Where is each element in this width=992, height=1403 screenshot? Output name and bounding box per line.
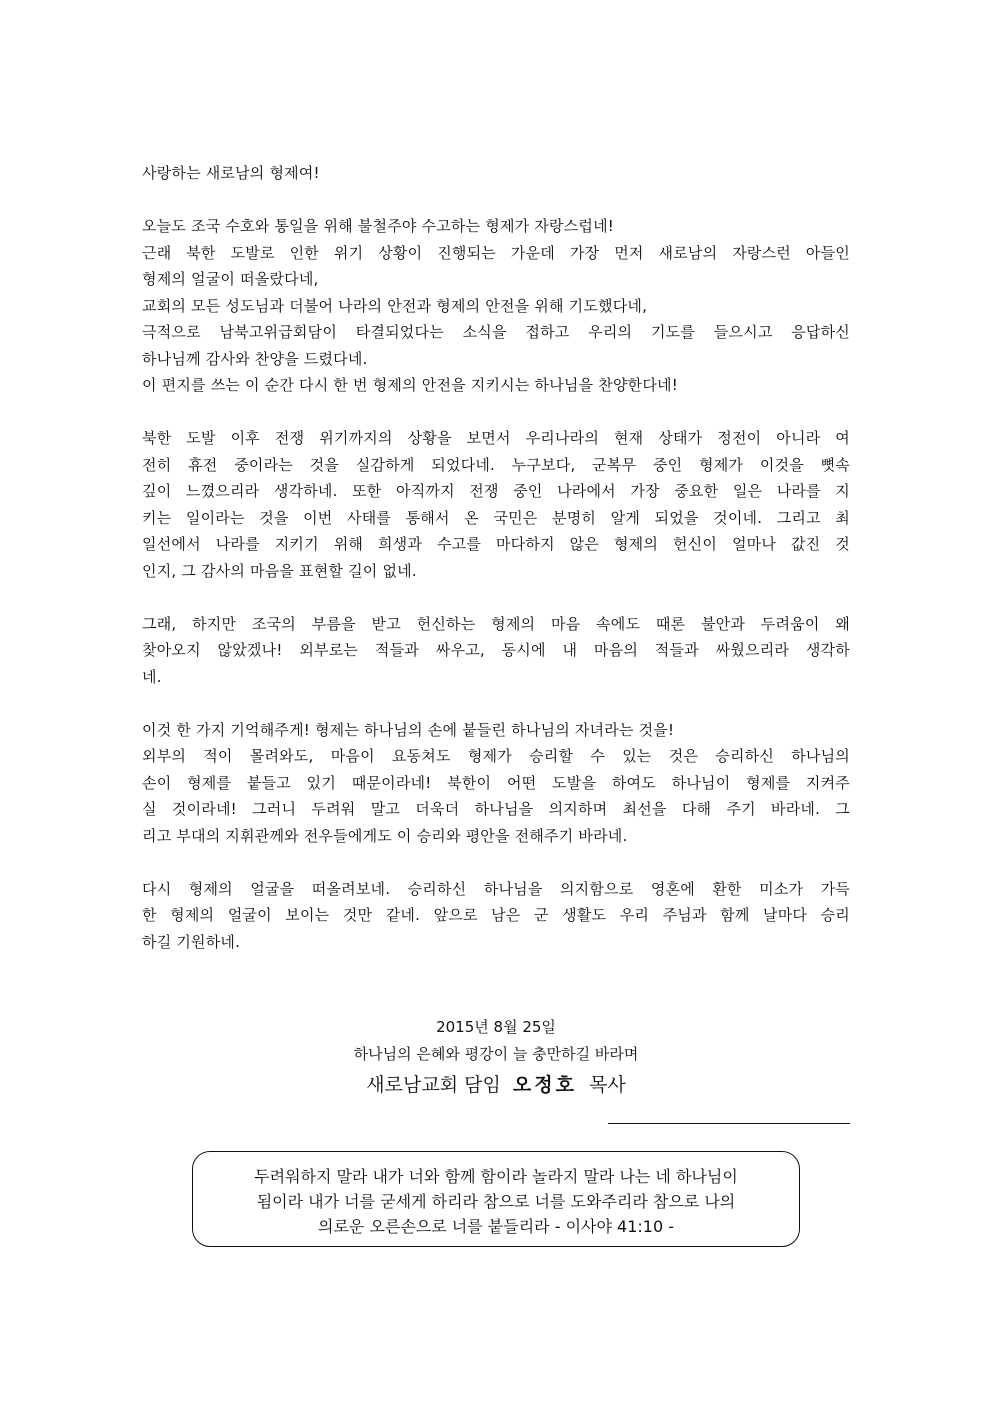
signature (0, 1070, 992, 1097)
paragraph-4 (142, 717, 850, 850)
signature-name: 오정호 (512, 1074, 577, 1096)
verse-line: 두려워하지 말라 내가 너와 함께 함이라 놀라지 말라 나는 네 하나님이 (254, 1167, 738, 1186)
paragraph-line: 이것 한 가지 기억해주게! 형제는 하나님의 손에 붙들린 하나님의 자녀라는 것을! (142, 720, 675, 739)
paragraph-5 (142, 876, 850, 956)
paragraph-line: 형제의 얼굴이 떠올랐다네, (142, 270, 319, 288)
paragraph-line: 실 것이라네! 그러니 두려워 말고 더욱더 하나님을 의지하며 최선을 다해 주기 바라네. 그 (142, 800, 850, 818)
paragraph-line: 이 편지를 쓰는 이 순간 다시 한 번 형제의 안전을 지키시는 하나님을 찬양한다네! (142, 376, 678, 394)
paragraph-gap (142, 849, 850, 876)
letter-date: 2015년 8월 25일 (436, 1018, 556, 1036)
paragraph-line: 극적으로 남북고위급회담이 타결되었다는 소식을 접하고 우리의 기도를 들으시고 응답하신 (142, 323, 850, 341)
paragraph-line: 하길 기원하네. (142, 932, 241, 951)
verse-line: 됨이라 내가 너를 굳세게 하리라 참으로 너를 도와주리라 참으로 나의 (256, 1192, 736, 1211)
paragraph-2 (142, 425, 850, 584)
paragraph-line: 한 형제의 얼굴이 보이는 것만 같네. 앞으로 남은 군 생활도 우리 주님과 함께 날마다 승리 (142, 906, 850, 924)
paragraph-gap (142, 584, 850, 611)
signature-church: 새로남교회 담임 (366, 1074, 501, 1096)
paragraph-line: 북한 도발 이후 전쟁 위기까지의 상황을 보면서 우리나라의 현재 상태가 정전이 아니라 여 (142, 429, 850, 447)
paragraph-3 (142, 611, 850, 691)
signature-title: 목사 (588, 1074, 626, 1096)
paragraph-line: 다시 형제의 얼굴을 떠올려보네. 승리하신 하나님을 의지함으로 영혼에 환한 미소가 가득 (142, 879, 850, 898)
paragraph-line: 인지, 그 감사의 마음을 표현할 길이 없네. (142, 561, 417, 580)
paragraph-line: 키는 일이라는 것을 이번 사태를 통해서 온 국민은 분명히 알게 되었을 것이네. 그리고 최 (142, 508, 850, 527)
paragraph-gap (142, 690, 850, 717)
paragraph-line: 깊이 느꼈으리라 생각하네. 또한 아직까지 전쟁 중인 나라에서 가장 중요한 일은 나라를 지 (142, 482, 850, 500)
paragraph-line: 찾아오지 않았겠나! 외부로는 적들과 싸우고, 동시에 내 마음의 적들과 싸웠으리라 생각하 (142, 641, 850, 659)
paragraph-line: 네. (142, 667, 162, 686)
paragraph-line: 오늘도 조국 수호와 통일을 위해 불철주야 수고하는 형제가 자랑스럽네! (142, 217, 614, 235)
closing-wish: 하나님의 은혜와 평강이 늘 충만하길 바라며 (353, 1045, 639, 1063)
paragraph-line: 그래, 하지만 조국의 부름을 받고 헌신하는 형제의 마음 속에도 때론 불안과 두려움이 왜 (142, 614, 850, 633)
paragraph-line: 손이 형제를 붙들고 있기 때문이라네! 북한이 어떤 도발을 하여도 하나님이 형제를 지켜주 (142, 773, 850, 792)
paragraph-line: 근래 북한 도발로 인한 위기 상황이 진행되는 가운데 가장 먼저 새로남의 자랑스런 아들인 (142, 243, 850, 262)
paragraph-line: 전히 휴전 중이라는 것을 실감하게 되었다네. 누구보다, 군복무 중인 형제가 이것을 뼛속 (142, 455, 850, 474)
paragraph-line: 하나님께 감사와 찬양을 드렸다네. (142, 349, 368, 368)
signature-underline (608, 1123, 850, 1124)
paragraph-line: 리고 부대의 지휘관께와 전우들에게도 이 승리와 평안을 전해주기 바라네. (142, 826, 628, 845)
scripture-verse-box (192, 1151, 800, 1247)
paragraph-line: 교회의 모든 성도님과 더불어 나라의 안전과 형제의 안전을 위해 기도했다네, (142, 296, 648, 315)
letter-body (142, 160, 850, 955)
paragraph-gap (142, 187, 850, 214)
verse-line: 의로운 오른손으로 너를 붙들리라 - 이사야 41:10 - (317, 1217, 674, 1236)
greeting: 사랑하는 새로남의 형제여! (142, 164, 320, 182)
paragraph-1 (142, 213, 850, 399)
paragraph-line: 외부의 적이 몰려와도, 마음이 요동쳐도 형제가 승리할 수 있는 것은 승리하신 하나님의 (142, 747, 850, 765)
paragraph-line: 일선에서 나라를 지키기 위해 희생과 수고를 마다하지 않은 형제의 헌신이 얼마나 값진 것 (142, 535, 850, 553)
paragraph-gap (142, 399, 850, 426)
